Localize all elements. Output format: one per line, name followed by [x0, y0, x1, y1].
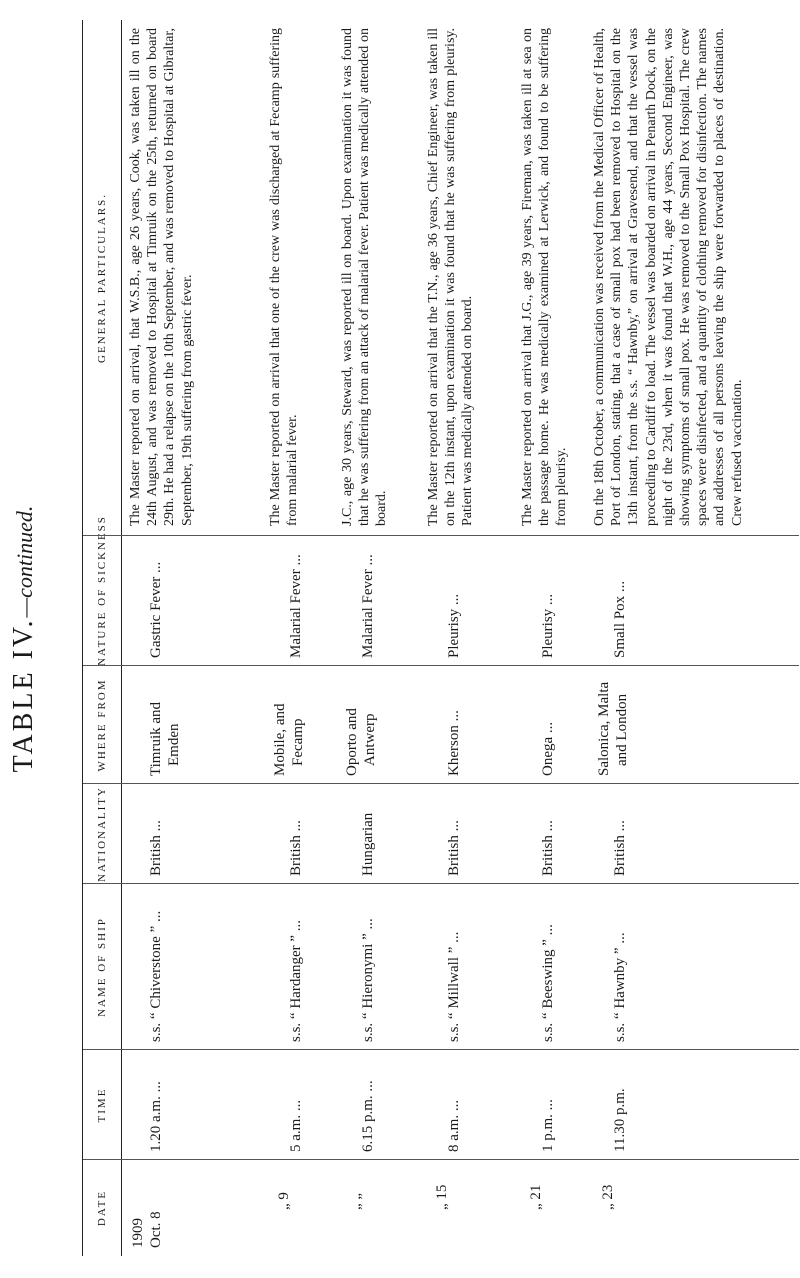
nationality-cell: British ...: [148, 820, 164, 876]
sickness-cell: Pleurisy ...: [446, 593, 462, 658]
header-sickness: NATURE OF SICKNESS: [96, 515, 108, 666]
nationality-cell: British ...: [612, 820, 628, 876]
particulars-cell: J.C., age 30 years, Steward, was reported ill on board. Upon examination it was found that he was suffering from an attack of malarial fever. Patient was medically attended on board.: [340, 28, 390, 526]
header-particulars: GENERAL PARTICULARS.: [96, 193, 108, 363]
where-from-line1: Salonica, Malta: [596, 681, 612, 776]
nationality-cell: British ...: [446, 820, 462, 876]
particulars-cell: The Master reported on arrival, that W.S.B., age 26 years, Cook, was taken ill on the 24th August, and was removed to Hospital at Timruik on the 25th, returned on board 29th. He had a relapse on the 10th September, and was removed to Hospital at Gibraltar, September, 19th suffering from gastric fever.: [128, 28, 195, 526]
column-divider: [83, 1049, 799, 1050]
sickness-cell: Pleurisy ...: [540, 593, 556, 658]
column-divider: [83, 665, 799, 666]
column-divider: [83, 883, 799, 884]
where-from-line2: Fecamp: [290, 718, 306, 766]
nationality-cell: Hungarian: [360, 812, 376, 876]
where-from-line2: Antwerp: [362, 713, 378, 766]
nationality-cell: British ...: [288, 820, 304, 876]
column-divider: [83, 1159, 799, 1160]
ship-cell: s.s. “ Millwall ” ...: [446, 931, 462, 1042]
date-value: Oct. 8: [148, 1211, 164, 1248]
sickness-cell: Malarial Fever ...: [288, 554, 304, 658]
table-row: [123, 20, 261, 1256]
nationality-cell: British ...: [540, 820, 556, 876]
sickness-cell: Gastric Fever ...: [148, 561, 164, 658]
particulars-cell: On the 18th October, a communication was received from the Medical Officer of Health, Port of London, stating, that a case of small pox had been removed to Hospital on the 13th instant, from the s.s. “ Hawnby,” on arrival at Gravesend, and that the vessel was proceeding to Cardiff to load. The vessel was boarded on arrival in Penarth Dock, on the night of the 23rd, when it was found that W.H., age 44 years, Second Engineer, was showing symptoms of small pox. He was removed to the Small Pox Hospital. The crew spaces were disinfected, and a quantity of clothing removed for disinfection. The names and addresses of all persons leaving the ship were forwarded to places of destination. Crew refused vaccination.: [592, 28, 745, 526]
where-from-cell: [123, 666, 261, 784]
date-cell: „ 23: [600, 1184, 616, 1210]
ship-cell: s.s. “ Hawnby ” ...: [612, 932, 628, 1042]
header-time: TIME: [96, 1087, 108, 1123]
time-cell: 8 a.m. ...: [446, 1099, 462, 1152]
time-cell: 5 a.m. ...: [288, 1099, 304, 1152]
where-from-line2: and London: [614, 693, 630, 766]
ship-cell: s.s. “ Hardanger ” ...: [288, 919, 304, 1042]
where-from-line1: Timruik and: [148, 701, 164, 776]
date-cell: [123, 1160, 261, 1256]
year-label: 1909: [130, 1218, 146, 1248]
time-cell: 1 p.m. ...: [540, 1099, 556, 1152]
header-row: [83, 20, 122, 1256]
table-row: [335, 20, 419, 1256]
where-from-cell: [421, 666, 513, 784]
table-row: [421, 20, 513, 1256]
sickness-cell: Malarial Fever ...: [360, 554, 376, 658]
where-from-line1: Kherson ...: [446, 710, 462, 776]
date-cell: „ 9: [276, 1192, 292, 1210]
header-nationality: NATIONALITY: [96, 786, 108, 882]
where-from-cell: [587, 666, 797, 784]
ship-cell: s.s. “ Beeswing ” ...: [540, 924, 556, 1042]
time-cell: 6.15 p.m. ...: [360, 1080, 376, 1152]
particulars-cell: The Master reported on arrival that the T.N., age 36 years, Chief Engineer, was taken ill on the 12th instant, upon examination it was found that he was suffering from pleurisy. Patient was medically attended on board.: [426, 28, 476, 526]
table-row: [587, 20, 797, 1256]
where-from-cell: [263, 666, 333, 784]
where-from-line1: Onega ...: [540, 721, 556, 776]
header-date: DATE: [96, 1189, 108, 1227]
ship-cell: s.s. “ Chiverstone ” ...: [148, 910, 164, 1042]
column-divider: [83, 535, 799, 536]
time-cell: 1.20 a.m. ...: [148, 1081, 164, 1152]
table-row: [263, 20, 333, 1256]
column-divider: [83, 783, 799, 784]
caption-title: TABLE IV.: [8, 617, 39, 773]
where-from-cell: [515, 666, 585, 784]
sickness-cell: Small Pox ...: [612, 580, 628, 658]
ship-cell: s.s. “ Hieronymi ” ...: [360, 918, 376, 1042]
date-cell: „ „: [348, 1192, 364, 1210]
table-row: [515, 20, 585, 1256]
header-where-from: WHERE FROM: [96, 678, 108, 772]
where-from-line1: Mobile, and: [272, 703, 288, 776]
header-ship: NAME OF SHIP: [96, 917, 108, 1017]
particulars-cell: The Master reported on arrival that one of the crew was discharged at Fecamp suffering from malarial fever.: [268, 28, 301, 526]
caption-continued: —continued.: [12, 505, 37, 618]
particulars-cell: The Master reported on arrival that J.G., age 39 years, Fireman, was taken ill at sea on the passage home. He was medically examined at Lerwick, and found to be suffering from pleurisy.: [520, 28, 570, 526]
date-cell: „ 21: [528, 1184, 544, 1210]
sickness-table: [82, 20, 799, 1256]
table-caption: [0, 0, 48, 1278]
where-from-line1: Oporto and: [344, 708, 360, 776]
where-from-line2: Emden: [166, 723, 182, 766]
date-cell: „ 15: [434, 1184, 450, 1210]
where-from-cell: [335, 666, 419, 784]
time-cell: 11.30 p.m.: [612, 1088, 628, 1152]
